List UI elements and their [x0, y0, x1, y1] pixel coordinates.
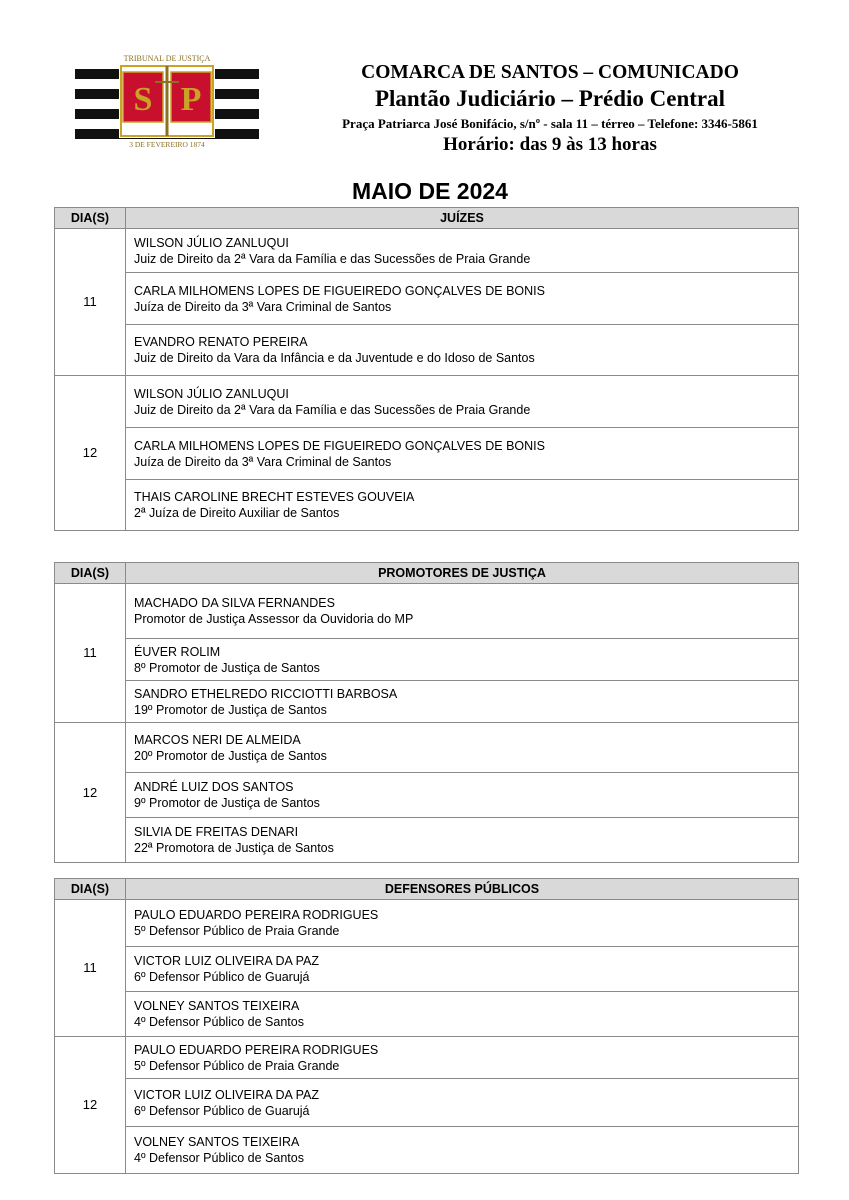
entry-role: 6º Defensor Público de Guarujá	[134, 1103, 310, 1118]
entry-name: ANDRÉ LUIZ DOS SANTOS	[134, 780, 294, 794]
entry-name: WILSON JÚLIO ZANLUQUI	[134, 235, 289, 250]
table-row	[55, 681, 799, 723]
entry-name: VOLNEY SANTOS TEIXEIRA	[134, 1135, 300, 1149]
entry-name: EVANDRO RENATO PEREIRA	[134, 335, 308, 349]
entry-cell	[126, 992, 799, 1037]
col-header-title: DEFENSORES PÚBLICOS	[126, 879, 799, 900]
entry-role: 2ª Juíza de Direito Auxiliar de Santos	[134, 506, 340, 520]
table-row	[55, 1037, 799, 1079]
entry-role: Juiz de Direito da 2ª Vara da Família e das Sucessões de Praia Grande	[134, 251, 531, 266]
public-defenders-table	[54, 878, 799, 1174]
entry-role: Juíza de Direito da 3ª Vara Criminal de Santos	[134, 454, 392, 469]
table-row	[55, 900, 799, 947]
table-row	[55, 773, 799, 818]
entry-cell	[126, 900, 799, 947]
day-cell: 11	[55, 229, 126, 376]
entry-cell	[126, 376, 799, 428]
col-header-day: DIA(S)	[55, 879, 126, 900]
entry-cell	[126, 947, 799, 992]
day-cell: 12	[55, 376, 126, 531]
seal-letter-s: S	[133, 81, 153, 118]
prosecutors-table	[54, 562, 799, 863]
entry-role: 9º Promotor de Justiça de Santos	[134, 796, 320, 810]
table-row	[55, 947, 799, 992]
table-row	[55, 428, 799, 480]
entry-cell	[126, 1127, 799, 1174]
entry-name: WILSON JÚLIO ZANLUQUI	[134, 386, 289, 401]
entry-cell	[126, 325, 799, 376]
day-cell: 11	[55, 900, 126, 1037]
day-cell: 12	[55, 723, 126, 863]
seal-letter-p: P	[180, 81, 202, 118]
tjsp-seal-logo	[75, 52, 259, 152]
entry-name: CARLA MILHOMENS LOPES DE FIGUEIREDO GONÇALVES DE BONIS	[134, 283, 545, 298]
entry-cell	[126, 273, 799, 325]
entry-cell	[126, 1079, 799, 1127]
entry-cell	[126, 428, 799, 480]
entry-cell	[126, 681, 799, 723]
seal-bottom-text: 3 DE FEVEREIRO 1874	[129, 140, 205, 149]
table-header-row	[55, 208, 799, 229]
table-row	[55, 325, 799, 376]
entry-cell	[126, 723, 799, 773]
judges-table	[54, 207, 799, 531]
entry-cell	[126, 1037, 799, 1079]
entry-name: ÉUVER ROLIM	[134, 644, 221, 659]
entry-name: THAIS CAROLINE BRECHT ESTEVES GOUVEIA	[134, 490, 415, 504]
table-row	[55, 723, 799, 773]
header-address-line: Praça Patriarca José Bonifácio, s/nº - sala 11 – térreo – Telefone: 3346-5861	[342, 116, 758, 131]
col-header-title: JUÍZES	[126, 208, 799, 229]
entry-role: 5º Defensor Público de Praia Grande	[134, 924, 340, 938]
entry-role: Juiz de Direito da Vara da Infância e da Juventude e do Idoso de Santos	[134, 351, 535, 365]
entry-name: PAULO EDUARDO PEREIRA RODRIGUES	[134, 908, 379, 922]
table-row	[55, 273, 799, 325]
entry-name: MACHADO DA SILVA FERNANDES	[134, 596, 335, 610]
entry-role: 6º Defensor Público de Guarujá	[134, 970, 310, 984]
entry-name: MARCOS NERI DE ALMEIDA	[134, 732, 301, 747]
table-row	[55, 584, 799, 639]
day-cell: 12	[55, 1037, 126, 1174]
entry-name: VICTOR LUIZ OLIVEIRA DA PAZ	[134, 1087, 320, 1102]
entry-name: SILVIA DE FREITAS DENARI	[134, 825, 299, 839]
entry-role: Juiz de Direito da 2ª Vara da Família e das Sucessões de Praia Grande	[134, 402, 531, 417]
entry-role: 20º Promotor de Justiça de Santos	[134, 748, 327, 763]
entry-role: 19º Promotor de Justiça de Santos	[134, 702, 327, 717]
table-row	[55, 818, 799, 863]
entry-cell	[126, 480, 799, 531]
entry-name: VICTOR LUIZ OLIVEIRA DA PAZ	[134, 954, 320, 968]
seal-top-text: TRIBUNAL DE JUSTIÇA	[123, 54, 211, 63]
entry-name: CARLA MILHOMENS LOPES DE FIGUEIREDO GONÇALVES DE BONIS	[134, 438, 545, 453]
entry-role: 22ª Promotora de Justiça de Santos	[134, 841, 334, 855]
entry-name: PAULO EDUARDO PEREIRA RODRIGUES	[134, 1042, 379, 1057]
header-horario-line: Horário: das 9 às 13 horas	[443, 134, 657, 155]
table-row	[55, 376, 799, 428]
col-header-title: PROMOTORES DE JUSTIÇA	[126, 563, 799, 584]
col-header-day: DIA(S)	[55, 563, 126, 584]
table-row	[55, 992, 799, 1037]
entry-cell	[126, 229, 799, 273]
entry-cell	[126, 773, 799, 818]
header-plantao-line: Plantão Judiciário – Prédio Central	[374, 86, 726, 111]
col-header-day: DIA(S)	[55, 208, 126, 229]
entry-cell	[126, 818, 799, 863]
entry-cell	[126, 584, 799, 639]
entry-name: SANDRO ETHELREDO RICCIOTTI BARBOSA	[134, 686, 398, 701]
day-cell: 11	[55, 584, 126, 723]
table-row	[55, 480, 799, 531]
table-header-row	[55, 879, 799, 900]
entry-role: 8º Promotor de Justiça de Santos	[134, 660, 320, 675]
entry-role: 4º Defensor Público de Santos	[134, 1151, 304, 1165]
entry-role: 5º Defensor Público de Praia Grande	[134, 1058, 340, 1073]
table-header-row	[55, 563, 799, 584]
entry-role: Juíza de Direito da 3ª Vara Criminal de Santos	[134, 299, 392, 314]
table-row	[55, 229, 799, 273]
table-row	[55, 1127, 799, 1174]
table-row	[55, 1079, 799, 1127]
header-comarca-line: COMARCA DE SANTOS – COMUNICADO	[361, 62, 739, 83]
entry-role: Promotor de Justiça Assessor da Ouvidoria do MP	[134, 612, 414, 626]
entry-cell	[126, 639, 799, 681]
month-title: MAIO DE 2024	[352, 178, 508, 204]
entry-role: 4º Defensor Público de Santos	[134, 1015, 304, 1029]
entry-name: VOLNEY SANTOS TEIXEIRA	[134, 999, 300, 1013]
table-row	[55, 639, 799, 681]
